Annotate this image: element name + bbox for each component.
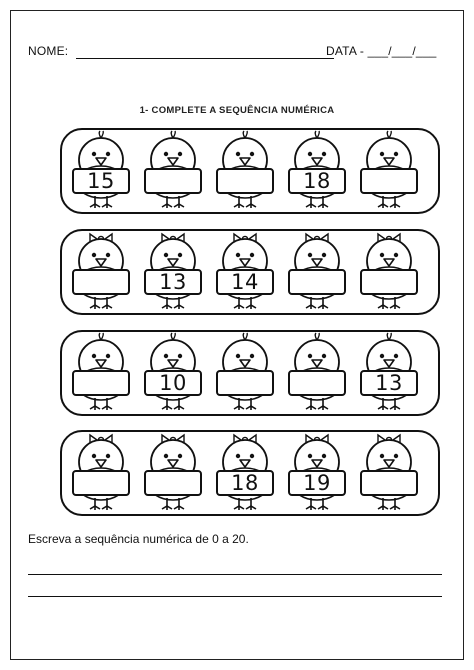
chick-icon bbox=[354, 332, 424, 418]
given-number-box: 18 bbox=[216, 470, 274, 496]
sequence-row bbox=[60, 330, 440, 416]
given-number-box: 13 bbox=[360, 370, 418, 396]
blank-number-box[interactable] bbox=[216, 168, 274, 194]
sequence-row bbox=[60, 128, 440, 214]
chick-icon bbox=[66, 432, 136, 518]
chick-icon bbox=[138, 231, 208, 317]
sequence-row bbox=[60, 430, 440, 516]
blank-number-box[interactable] bbox=[144, 168, 202, 194]
chick-icon bbox=[210, 432, 280, 518]
blank-number-box[interactable] bbox=[360, 168, 418, 194]
chick-icon bbox=[282, 432, 352, 518]
chick-icon bbox=[354, 231, 424, 317]
blank-number-box[interactable] bbox=[360, 269, 418, 295]
chick-icon bbox=[138, 332, 208, 418]
blank-number-box[interactable] bbox=[216, 370, 274, 396]
exercise-title: 1- COMPLETE A SEQUÊNCIA NUMÉRICA bbox=[139, 105, 335, 116]
blank-number-box[interactable] bbox=[288, 269, 346, 295]
chick-icon bbox=[138, 130, 208, 216]
given-number-box: 18 bbox=[288, 168, 346, 194]
blank-number-box[interactable] bbox=[72, 370, 130, 396]
sequence-row bbox=[60, 229, 440, 315]
blank-number-box[interactable] bbox=[360, 470, 418, 496]
chick-icon bbox=[354, 432, 424, 518]
header bbox=[28, 44, 448, 64]
chick-icon bbox=[138, 432, 208, 518]
chick-icon bbox=[210, 231, 280, 317]
answer-line[interactable] bbox=[28, 574, 442, 575]
given-number-box: 10 bbox=[144, 370, 202, 396]
date-field[interactable]: DATA - ___/___/___ bbox=[326, 44, 437, 58]
chick-icon bbox=[210, 332, 280, 418]
blank-number-box[interactable] bbox=[288, 370, 346, 396]
given-number-box: 14 bbox=[216, 269, 274, 295]
blank-number-box[interactable] bbox=[72, 269, 130, 295]
given-number-box: 19 bbox=[288, 470, 346, 496]
chick-icon bbox=[66, 130, 136, 216]
chick-icon bbox=[282, 332, 352, 418]
given-number-box: 13 bbox=[144, 269, 202, 295]
blank-number-box[interactable] bbox=[72, 470, 130, 496]
chick-icon bbox=[210, 130, 280, 216]
chick-icon bbox=[282, 231, 352, 317]
chick-icon bbox=[282, 130, 352, 216]
instruction-text: Escreva a sequência numérica de 0 a 20. bbox=[28, 532, 249, 546]
answer-line[interactable] bbox=[28, 596, 442, 597]
name-label: NOME: bbox=[28, 44, 69, 58]
chick-icon bbox=[66, 332, 136, 418]
chick-icon bbox=[66, 231, 136, 317]
name-field[interactable] bbox=[76, 58, 334, 59]
blank-number-box[interactable] bbox=[144, 470, 202, 496]
given-number-box: 15 bbox=[72, 168, 130, 194]
chick-icon bbox=[354, 130, 424, 216]
